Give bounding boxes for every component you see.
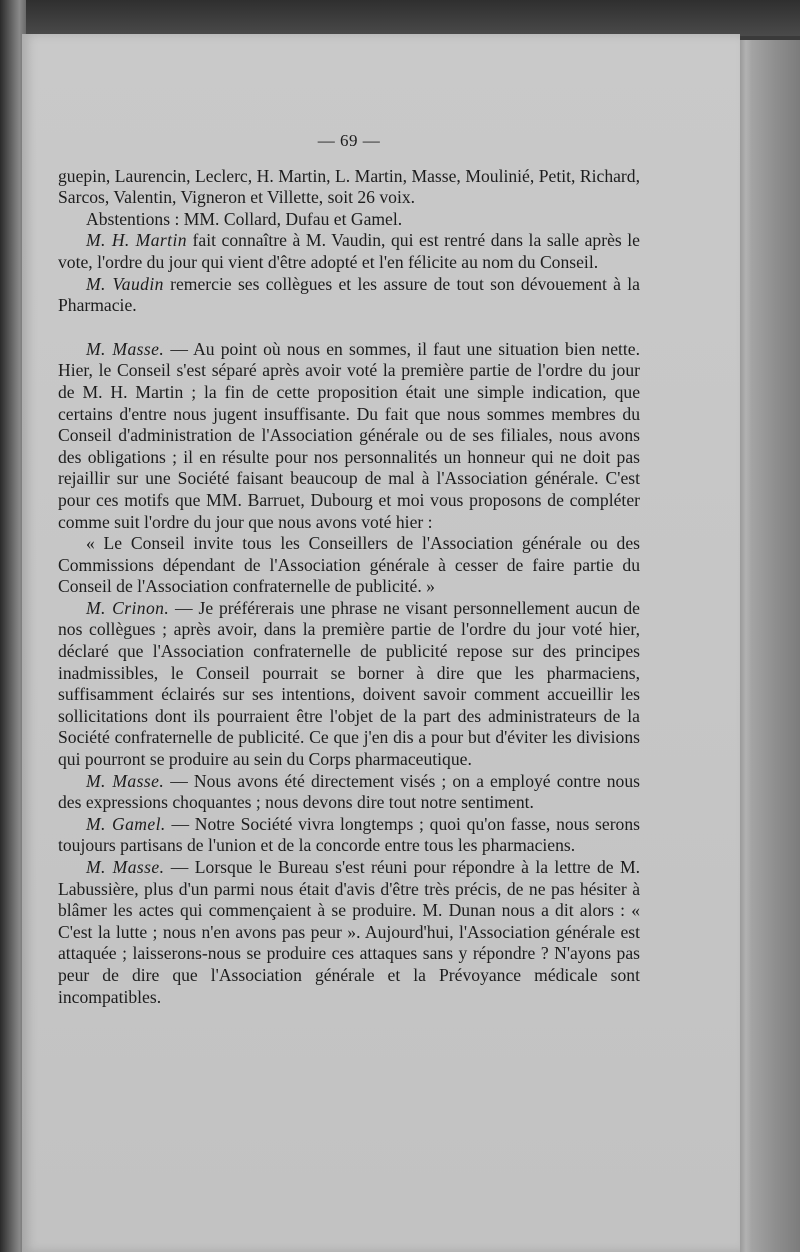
speaker-name: M. Crinon. [86, 597, 170, 618]
paragraph-text: — Au point où nous en sommes, il faut une situation bien nette. Hier, le Conseil s'est séparé après avoir voté la première partie de l'ordre du jour de M. H. Martin ; la fin de cette proposition était une simple indication, que certains d'entre nous jugent insuffisante. Du fait que nous sommes membres du Conseil d'administration de l'Association générale ou de ses filiales, nous avons des obligations ; il en résulte pour nos personnalités un honneur qui ne doit pas rejaillir sur une Société faisant beaucoup de mal à l'Association générale. C'est pour ces motifs que MM. Barruet, Dubourg et moi vous proposons de compléter comme suit l'ordre du jour que nous avons voté hier : [58, 338, 640, 532]
speaker-name: M. H. Martin [86, 230, 187, 251]
paragraph [58, 814, 640, 857]
speaker-name: M. Vaudin [86, 273, 164, 294]
paragraph [58, 209, 640, 231]
quoted-motion: « Le Conseil invite tous les Conseillers de l'Association générale ou des Commissions dépendant de l'Association générale à cesser de faire partie du Conseil de l'Association confraternelle de publicité. » [58, 533, 640, 597]
paragraph-text: — Lorsque le Bureau s'est réuni pour répondre à la lettre de M. Labussière, plus d'un parmi nous était d'avis d'être très précis, de ne pas hésiter à blâmer les actes qui commençaient à se produire. M. Dunan nous a dit alors : « C'est la lutte ; nous n'en avons pas peur ». Aujourd'hui, l'Association générale est attaquée ; laisserons-nous se produire ces attaques sans y répondre ? N'ayons pas peur de dire que l'Association générale et la Prévoyance médicale sont incompatibles. [58, 857, 640, 1007]
speaker-name: M. Masse. [86, 857, 165, 877]
paragraph [58, 857, 640, 1008]
paragraph-text: fait connaître à M. Vaudin, qui est rentré dans la salle après le vote, l'ordre du jour qui vient d'être adopté et l'en félicite au nom du Conseil. [58, 230, 640, 272]
paragraph [58, 339, 640, 533]
speaker-name: M. Masse. [86, 770, 165, 791]
paragraph-text: — Nous avons été directement visés ; on a employé contre nous des expressions choquantes ; nous devons dire tout notre sentiment. [58, 770, 641, 813]
section-gap [58, 317, 640, 339]
paragraph-text: — Je préférerais une phrase ne visant personnellement aucun de nos collègues ; après avoir, dans la première partie de l'ordre du jour voté hier, déclaré que l'Association confraternelle de publicité repose sur des principes inadmissibles, le Conseil pourrait se borner à dire que les pharmaciens, suffisamment éclairés sur ses intentions, doivent savoir comment accueillir les sollicitations dont ils pourraient être l'objet de la part des administrateurs de la Société confraternelle de publicité. Ce que j'en dis a pour but d'éviter les divisions qui pourront se produire au sein du Corps pharmaceutique. [58, 597, 640, 770]
paragraph [58, 533, 640, 598]
speaker-name: M. Gamel. [86, 813, 166, 834]
paragraph [58, 274, 640, 317]
paragraph [58, 771, 640, 814]
paragraph [58, 230, 640, 273]
paragraph-text: Abstentions : MM. Collard, Dufau et Gamel. [86, 208, 403, 229]
paragraph-text: guepin, Laurencin, Leclerc, H. Martin, L. Martin, Masse, Moulinié, Petit, Richard, Sarcos, Valentin, Vigneron et Villette, soit 26 voix. [58, 165, 640, 208]
scan-top-border [22, 0, 800, 36]
page-number: — 69 — [317, 131, 381, 150]
speaker-name: M. Masse. [86, 338, 165, 359]
paragraph-text: — Notre Société vivra longtemps ; quoi qu'on fasse, nous serons toujours partisans de l'union et de la concorde entre tous les pharmaciens. [58, 813, 641, 856]
page-stack-edge [740, 40, 800, 1252]
paragraph [58, 166, 640, 209]
paragraph-text: remercie ses collègues et les assure de tout son dévouement à la Pharmacie. [58, 273, 640, 316]
page-text [58, 130, 640, 1008]
paragraph [58, 598, 640, 771]
